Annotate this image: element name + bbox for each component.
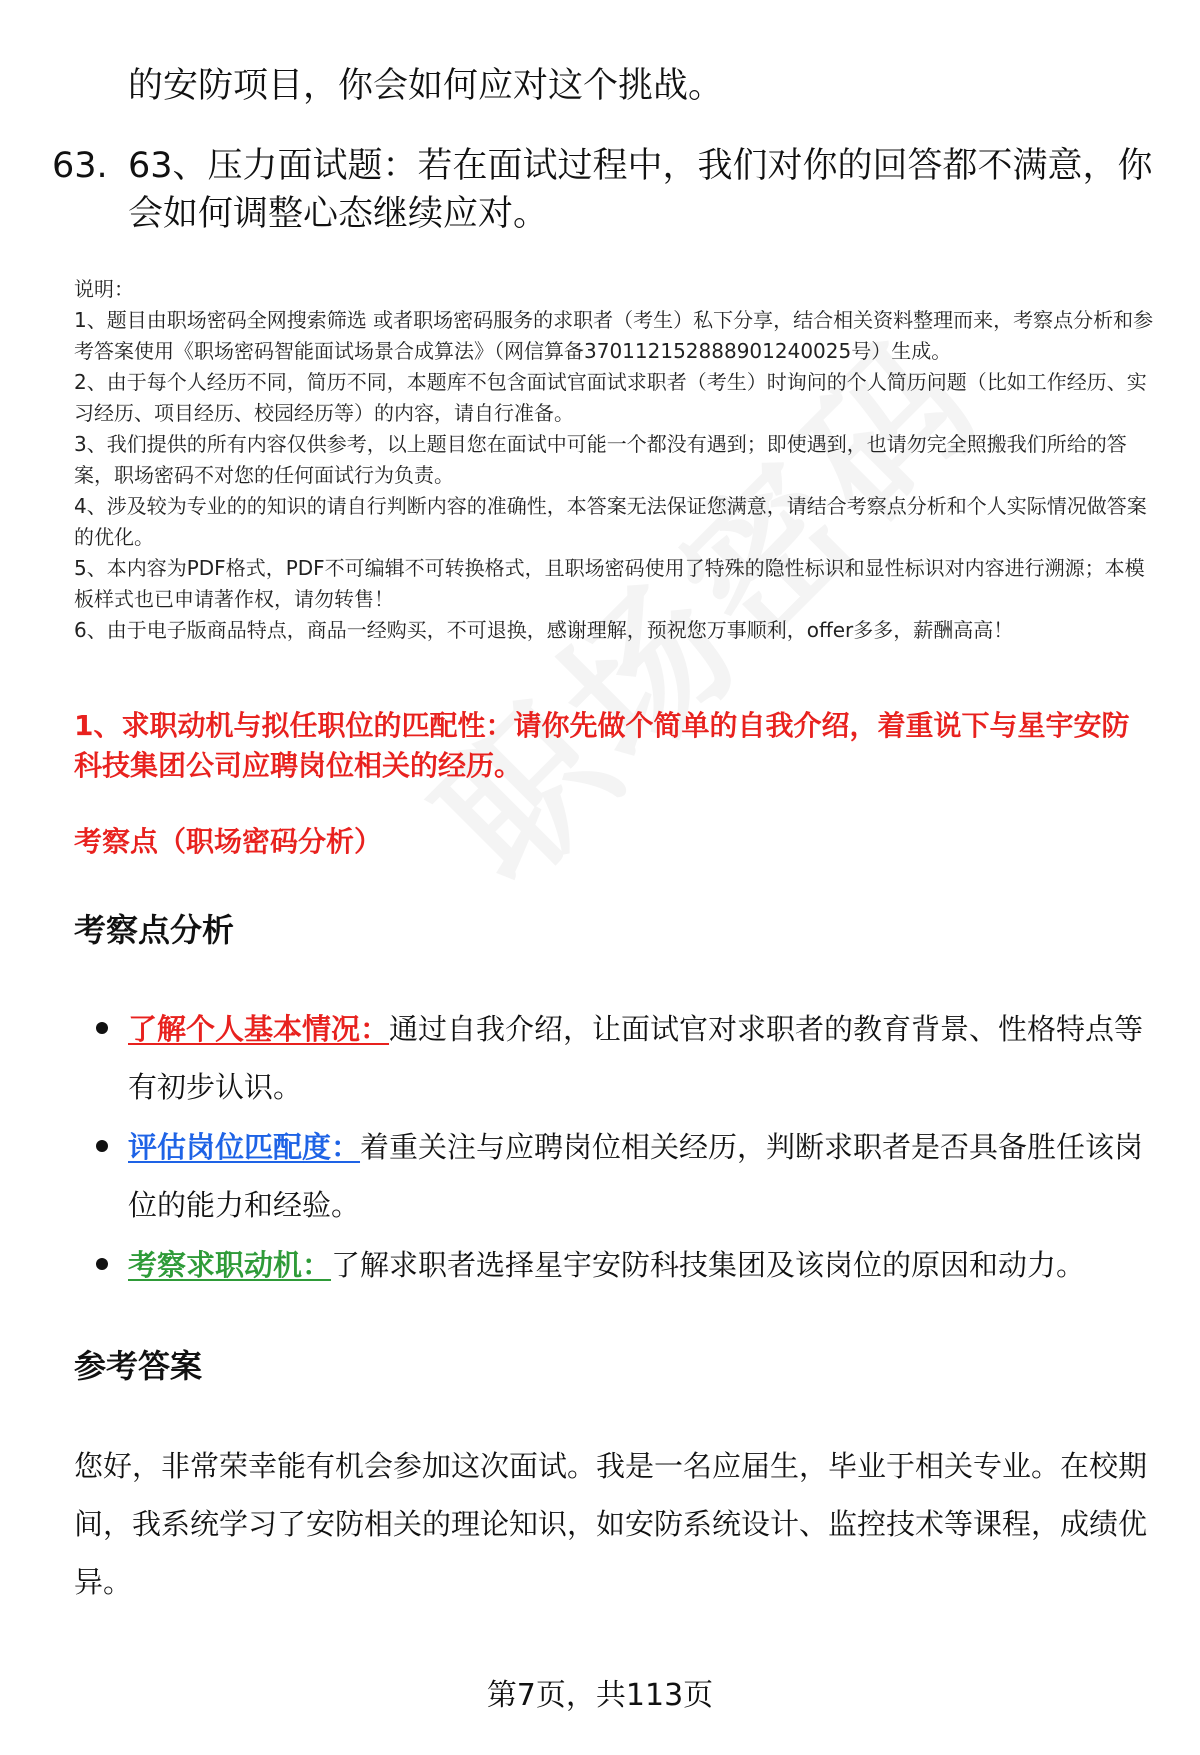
question-item [52,142,1162,238]
bullet-dot-icon [96,1140,108,1152]
notes-item: 2、由于每个人经历不同，简历不同，本题库不包含面试官面试求职者（考生）时询问的个人简历问题（比如工作经历、实习经历、项目经历、校园经历等）的内容，请自行准备。 [74,370,1147,425]
bullet-dot-icon [96,1022,108,1034]
bullet-text: 通过自我介绍，让面试官对求职者的教育背景、性格特点等有初步认识。 [128,1012,1144,1104]
notes-heading: 说明： [74,277,134,301]
question-number: 63. [52,146,108,186]
bullet-text: 了解求职者选择星宇安防科技集团及该岗位的原因和动力。 [331,1248,1086,1282]
bullet-dot-icon [96,1258,108,1270]
notes-item: 5、本内容为PDF格式，PDF不可编辑不可转换格式，且职场密码使用了特殊的隐性标识和显性标识对内容进行溯源；本模板样式也已申请著作权，请勿转售！ [74,556,1145,611]
bullet-label: 评估岗位匹配度： [128,1130,361,1164]
answer-heading: 参考答案 [74,1347,203,1385]
notes-item: 3、我们提供的所有内容仅供参考，以上题目您在面试中可能一个都没有遇到；即使遇到，也请勿完全照搬我们所给的答案，职场密码不对您的任何面试行为负责。 [74,432,1127,487]
analysis-tag: 考察点（职场密码分析） [74,825,383,858]
notes-item: 6、由于电子版商品特点，商品一经购买，不可退换，感谢理解，预祝您万事顺利，offer多多，薪酬高高！ [74,618,1014,642]
bullet-label: 了解个人基本情况： [128,1012,390,1046]
notes-item: 1、题目由职场密码全网搜索筛选 或者职场密码服务的求职者（考生）私下分享，结合相关资料整理而来，考察点分析和参考答案使用《职场密码智能面试场景合成算法》（网信算备370112152888901240025号）生成。 [74,308,1154,363]
analysis-heading: 考察点分析 [74,911,235,949]
notes-item: 4、涉及较为专业的的知识的请自行判断内容的准确性，本答案无法保证您满意，请结合考察点分析和个人实际情况做答案的优化。 [74,494,1147,549]
bullet-label: 考察求职动机： [128,1248,332,1282]
page-footer: 第7页，共113页 [486,1678,714,1713]
previous-question-continuation: 的安防项目，你会如何应对这个挑战。 [128,66,724,106]
answer-text: 您好，非常荣幸能有机会参加这次面试。我是一名应届生，毕业于相关专业。在校期间，我系统学习了安防相关的理论知识，如安防系统设计、监控技术等课程，成绩优异。 [74,1449,1148,1599]
analysis-bullet-list [90,1000,1150,1296]
bullet-text: 着重关注与应聘岗位相关经历，判断求职者是否具备胜任该岗位的能力和经验。 [128,1130,1144,1222]
notes-section [74,274,1164,646]
bullet-item [90,1118,1150,1234]
bullet-item [90,1236,1150,1294]
question-text: 63、压力面试题：若在面试过程中，我们对你的回答都不满意，你会如何调整心态继续应对。 [128,146,1153,234]
bullet-item [90,1000,1150,1116]
main-question-title: 1、求职动机与拟任职位的匹配性：请你先做个简单的自我介绍，着重说下与星宇安防科技集团公司应聘岗位相关的经历。 [74,709,1130,782]
